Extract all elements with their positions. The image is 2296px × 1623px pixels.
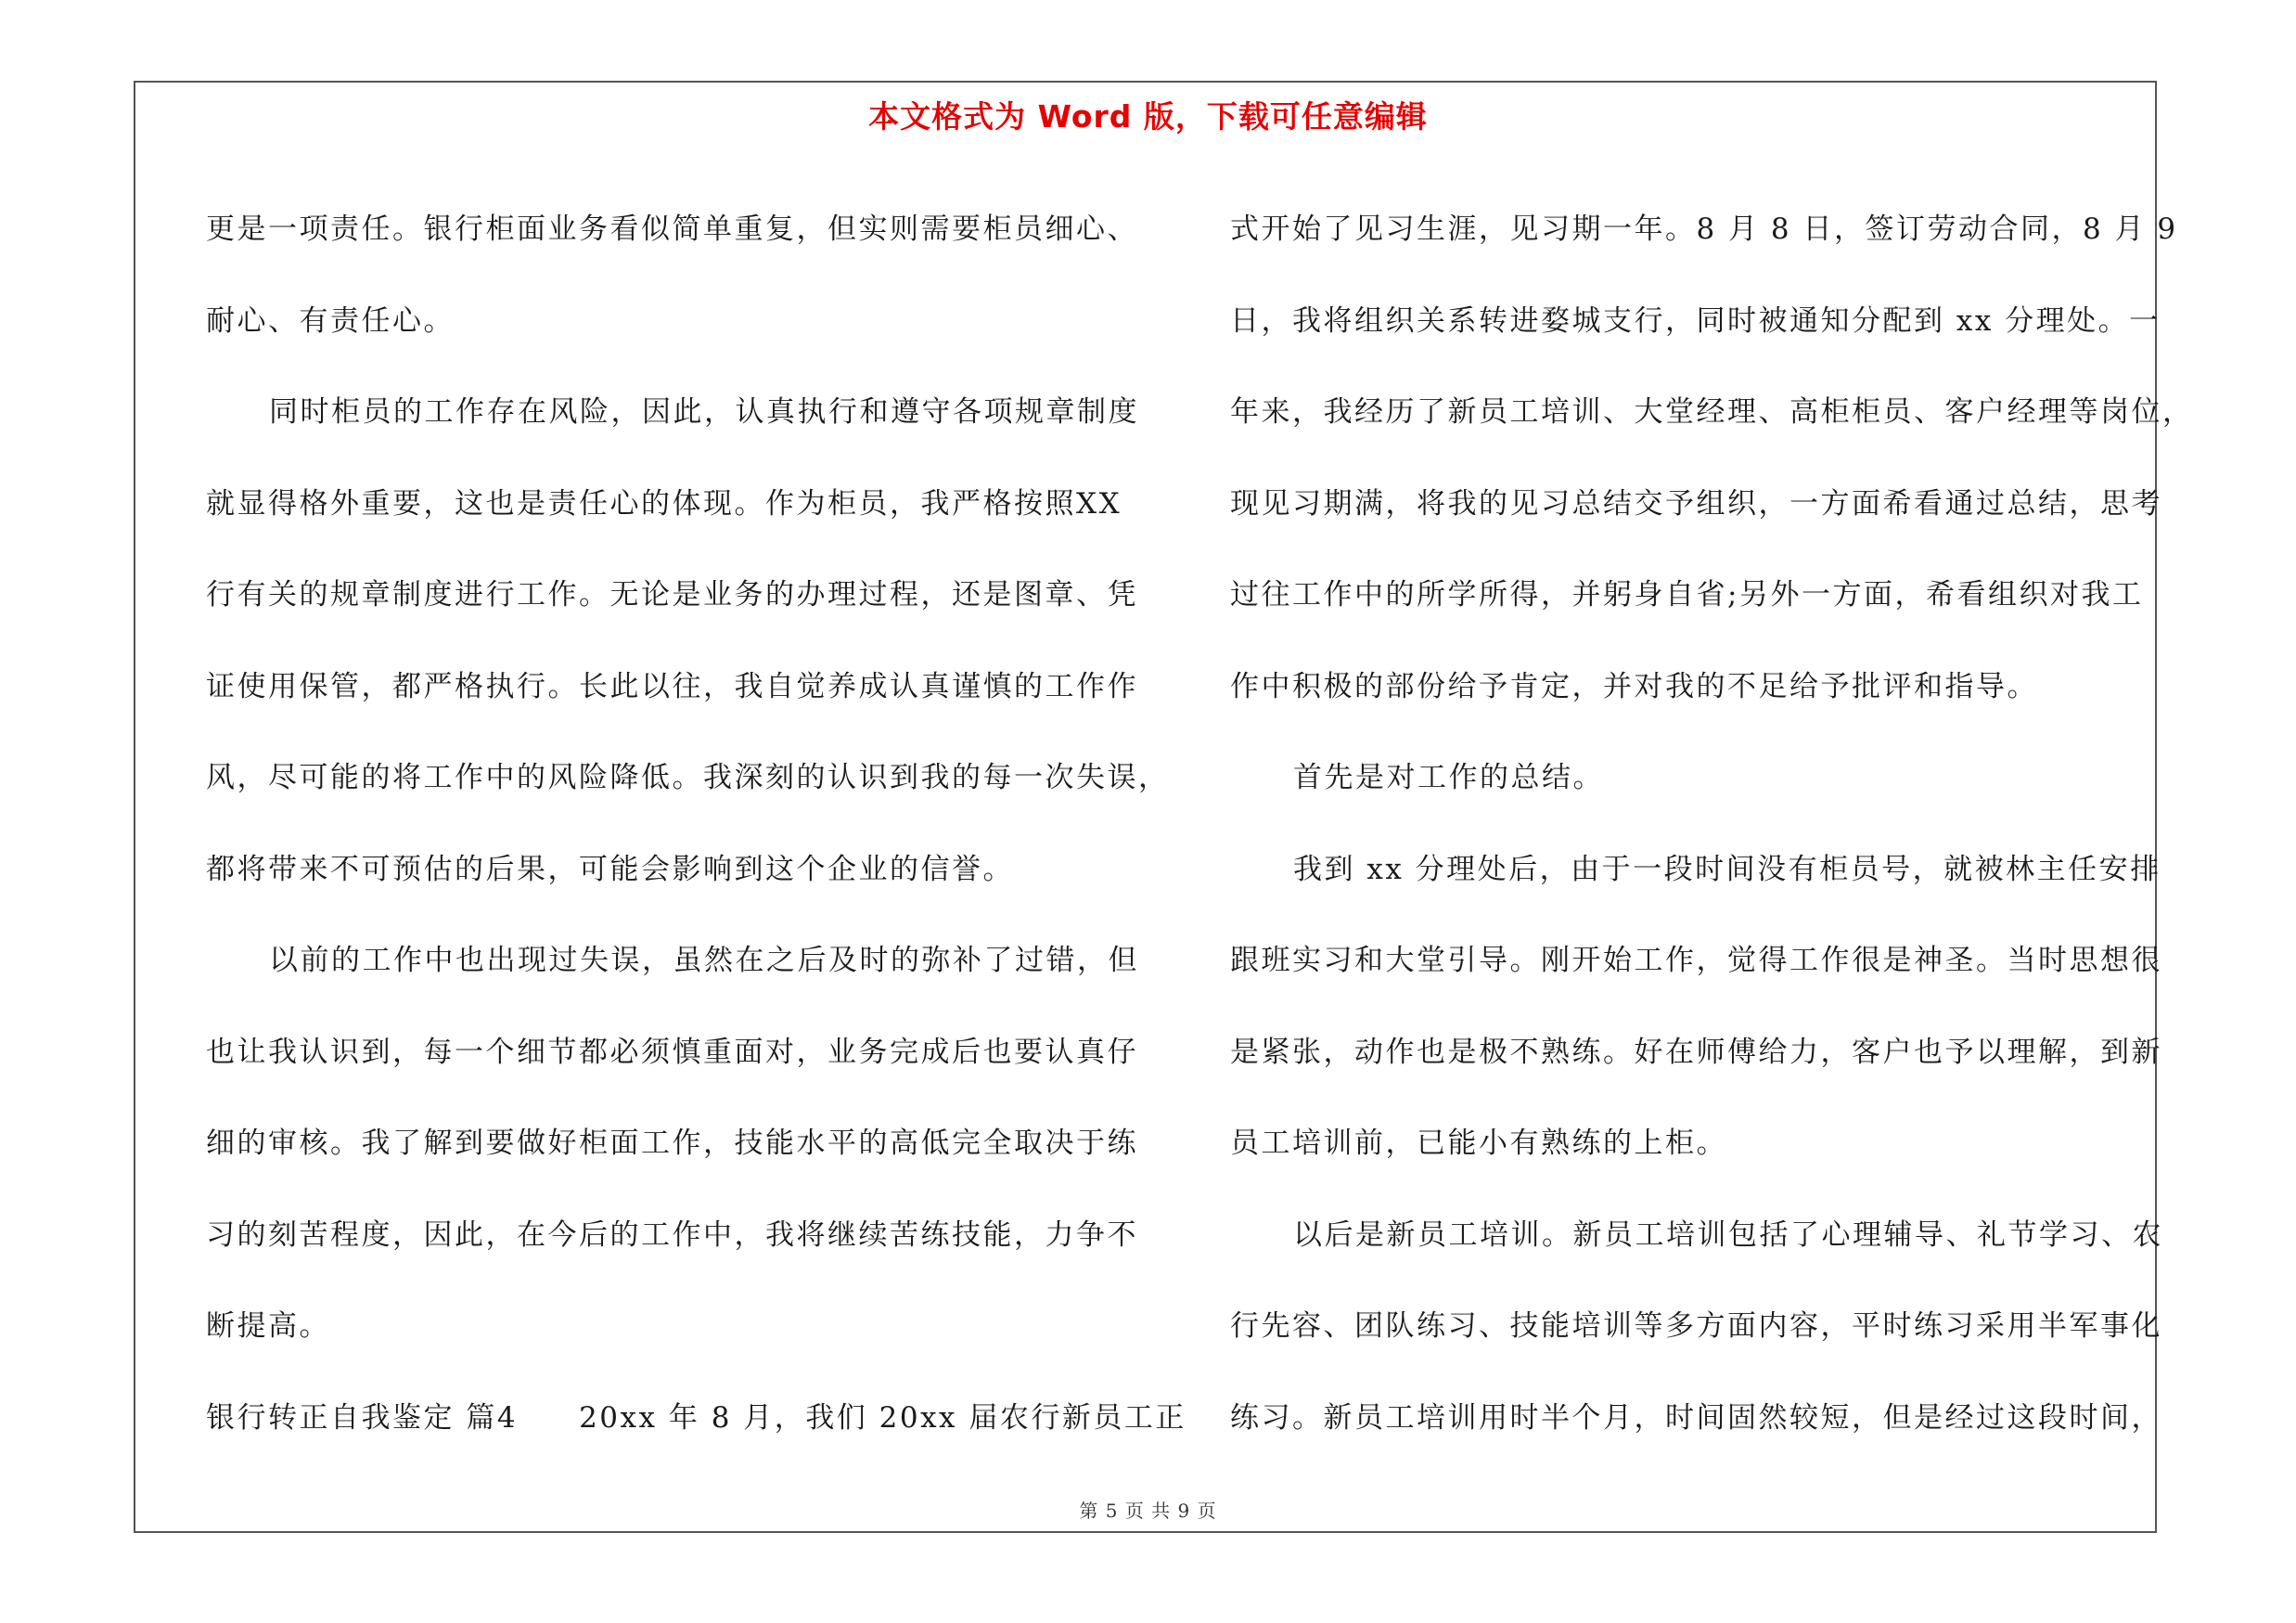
paragraph-start: 我到 xx 分理处后，由于一段时间没有柜员号，就被林主任安排	[1293, 852, 2161, 886]
text-line: 作中积极的部份给予肯定，并对我的不足给予批评和指导。	[1230, 669, 2038, 703]
text-line: 练习。新员工培训用时半个月，时间固然较短，但是经过这段时间，	[1230, 1400, 2162, 1435]
text-line: 日，我将组织关系转进婺城支行，同时被通知分配到 xx 分理处。一	[1230, 303, 2161, 338]
paragraph-start: 首先是对工作的总结。	[1293, 761, 1604, 794]
text-line: 耐心、有责任心。	[206, 303, 455, 338]
paragraph-start: 同时柜员的工作存在风险，因此，认真执行和遵守各项规章制度	[269, 395, 1139, 429]
text-line: 细的审核。我了解到要做好柜面工作，技能水平的高低完全取决于练	[206, 1127, 1138, 1160]
text-line: 也让我认识到，每一个细节都必须慎重面对，业务完成后也要认真仔	[206, 1035, 1138, 1069]
section-first-line: 20xx 年 8 月，我们 20xx 届农行新员工正	[579, 1400, 1186, 1435]
page-number: 第 5 页 共 9 页	[1079, 1500, 1217, 1522]
text-line: 习的刻苦程度，因此，在今后的工作中，我将继续苦练技能，力争不	[206, 1217, 1138, 1252]
section-title: 银行转正自我鉴定 篇4	[206, 1400, 519, 1435]
section-line	[206, 1372, 1186, 1464]
text-line: 证使用保管，都严格执行。长此以往，我自觉养成认真谨慎的工作作	[206, 669, 1138, 703]
left-column	[206, 184, 1186, 1463]
text-line: 员工培训前，已能小有熟练的上柜。	[1230, 1127, 1727, 1160]
text-line: 行有关的规章制度进行工作。无论是业务的办理过程，还是图章、凭	[206, 578, 1138, 612]
text-line: 是紧张，动作也是极不熟练。好在师傅给力，客户也予以理解，到新	[1230, 1035, 2162, 1069]
text-line: 更是一项责任。银行柜面业务看似简单重复，但实则需要柜员细心、	[206, 213, 1138, 246]
text-line: 都将带来不可预估的后果，可能会影响到这个企业的信誉。	[206, 852, 1014, 886]
text-line: 过往工作中的所学所得，并躬身自省;另外一方面，希看组织对我工	[1230, 578, 2144, 612]
paragraph-start: 以后是新员工培训。新员工培训包括了心理辅导、礼节学习、农	[1293, 1217, 2163, 1252]
word-format-notice: 本文格式为 Word 版，下载可任意编辑	[868, 98, 1428, 135]
text-line: 行先容、团队练习、技能培训等多方面内容，平时练习采用半军事化	[1230, 1309, 2162, 1343]
text-line: 断提高。	[206, 1309, 330, 1343]
right-column	[1230, 184, 2204, 1463]
text-line: 风，尽可能的将工作中的风险降低。我深刻的认识到我的每一次失误，	[206, 761, 1170, 794]
text-line: 跟班实习和大堂引导。刚开始工作，觉得工作很是神圣。当时思想很	[1230, 944, 2162, 977]
text-line: 年来，我经历了新员工培训、大堂经理、高柜柜员、客户经理等岗位，	[1230, 395, 2194, 429]
paragraph-start: 以前的工作中也出现过失误，虽然在之后及时的弥补了过错，但	[269, 944, 1139, 977]
text-line: 就显得格外重要，这也是责任心的体现。作为柜员，我严格按照XX	[206, 486, 1122, 521]
text-line: 式开始了见习生涯，见习期一年。8 月 8 日，签订劳动合同，8 月 9	[1230, 213, 2178, 246]
text-line: 现见习期满，将我的见习总结交予组织，一方面希看通过总结，思考	[1230, 486, 2162, 521]
